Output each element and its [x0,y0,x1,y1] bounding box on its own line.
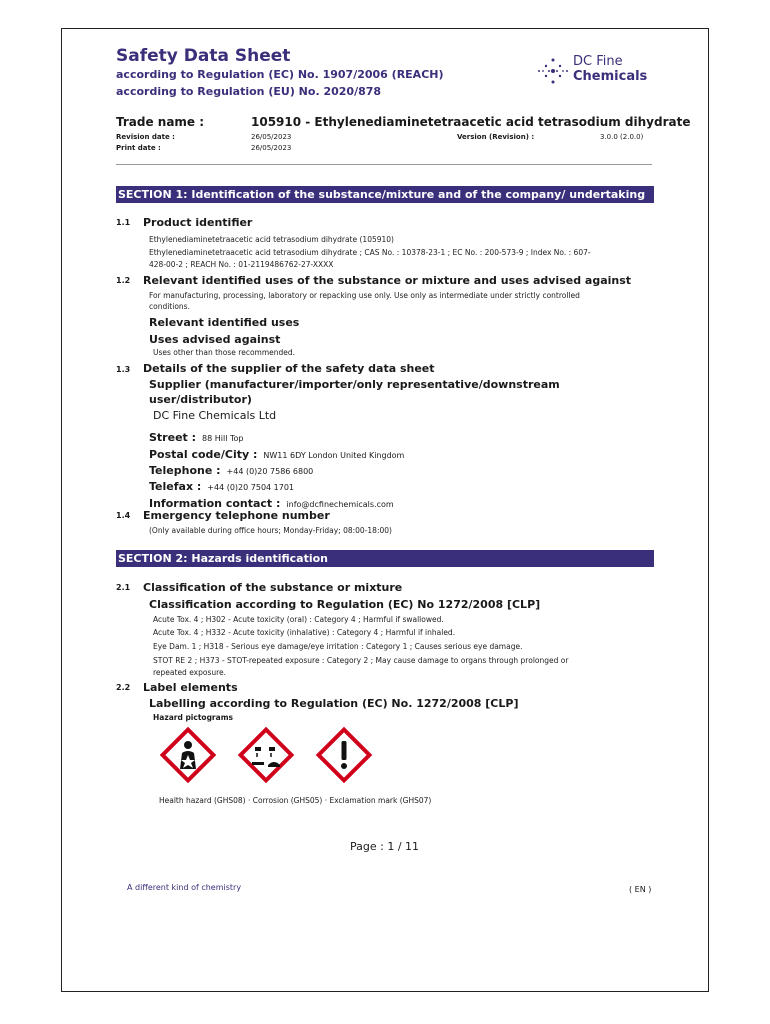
revision-date-label: Revision date : [116,133,175,141]
footer-tagline: A different kind of chemistry [127,883,242,892]
uses-line-1: For manufacturing, processing, laboratory or repacking use only. Use only as intermediate under strictly controlled [149,291,580,300]
trade-name-value: 105910 - Ethylenediaminetetraacetic acid tetrasodium dihydrate [251,115,691,129]
phone-value: +44 (0)20 7586 6800 [226,467,314,476]
product-id-line-3: 428-00-2 ; REACH No. : 01-2119486762-27-XXXX [149,260,334,269]
health-hazard-icon [158,725,218,785]
version-value: 3.0.0 (2.0.0) [600,133,644,141]
section-2-1-number: 2.1 [116,583,131,592]
section-1-1-number: 1.1 [116,218,131,227]
section-2-2-title: Label elements [143,681,238,694]
hazard-line: Acute Tox. 4 ; H302 - Acute toxicity (oral) : Category 4 ; Harmful if swallowed. [153,615,444,624]
section-1-4-title: Emergency telephone number [143,509,330,522]
supplier-heading-2: user/distributor) [149,393,252,406]
corrosion-icon [236,725,296,785]
version-label: Version (Revision) : [457,133,535,141]
section-1-4-number: 1.4 [116,511,131,520]
logo-text-1: DC Fine [573,54,623,69]
company-logo [536,54,646,90]
company-name: DC Fine Chemicals Ltd [153,409,277,422]
trade-name-label: Trade name : [116,115,205,129]
molecule-logo-icon [536,56,570,86]
language-code: ( EN ) [629,885,652,894]
section-1-3-title: Details of the supplier of the safety data sheet [143,362,435,375]
postal-value: NW11 6DY London United Kingdom [263,451,405,460]
product-id-line-1: Ethylenediaminetetraacetic acid tetrasodium dihydrate (105910) [149,235,394,244]
print-date-label: Print date : [116,144,161,152]
pictograms-caption: Health hazard (GHS08) · Corrosion (GHS05) · Exclamation mark (GHS07) [159,796,432,805]
supplier-heading-1: Supplier (manufacturer/importer/only representative/downstream [149,378,560,391]
uses-against-heading: Uses advised against [149,333,281,346]
classification-subheading: Classification according to Regulation (EC) No 1272/2008 [CLP] [149,598,541,611]
section-1-2-number: 1.2 [116,276,131,285]
hazard-line: Acute Tox. 4 ; H332 - Acute toxicity (inhalative) : Category 4 ; Harmful if inhaled. [153,628,456,637]
page-number: Page : 1 / 11 [350,840,420,853]
street-value: 88 Hill Top [202,434,244,443]
product-id-line-2: Ethylenediaminetetraacetic acid tetrasodium dihydrate ; CAS No. : 10378-23-1 ; EC No. : 200-573-9 ; Index No. : 607- [149,248,591,257]
print-date-value: 26/05/2023 [251,144,292,152]
logo-text-2: Chemicals [573,69,648,84]
regulation-line-2: according to Regulation (EU) No. 2020/878 [116,85,382,98]
section-1-3-number: 1.3 [116,365,131,374]
identified-uses-heading: Relevant identified uses [149,316,300,329]
labelling-subheading: Labelling according to Regulation (EC) No. 1272/2008 [CLP] [149,697,519,710]
fax-label: Telefax : [149,480,202,493]
revision-date-value: 26/05/2023 [251,133,292,141]
section-1-1-title: Product identifier [143,216,253,229]
exclamation-mark-icon [314,725,374,785]
uses-against-text: Uses other than those recommended. [153,348,296,357]
hazard-line: repeated exposure. [153,668,227,677]
section-2-2-number: 2.2 [116,683,131,692]
header-divider [116,164,652,165]
fax-value: +44 (0)20 7504 1701 [207,483,295,492]
contact-value[interactable]: info@dcfinechemicals.com [286,500,394,509]
section-1-header: SECTION 1: Identification of the substance/mixture and of the company/ undertaking [116,186,654,203]
regulation-line-1: according to Regulation (EC) No. 1907/2006 (REACH) [116,68,444,81]
contact-label: Information contact : [149,497,281,510]
street-label: Street : [149,431,197,444]
postal-label: Postal code/City : [149,448,258,461]
hazard-pictograms-label: Hazard pictograms [153,713,233,722]
section-2-header: SECTION 2: Hazards identification [116,550,654,567]
hazard-line: STOT RE 2 ; H373 - STOT-repeated exposure : Category 2 ; May cause damage to organs through prolonged or [153,656,569,665]
section-1-2-title: Relevant identified uses of the substance or mixture and uses advised against [143,274,632,287]
section-2-1-title: Classification of the substance or mixture [143,581,403,594]
document-title: Safety Data Sheet [116,46,291,66]
uses-line-2: conditions. [149,302,190,311]
emergency-hours: (Only available during office hours; Monday-Friday; 08:00-18:00) [149,526,392,535]
phone-label: Telephone : [149,464,221,477]
hazard-line: Eye Dam. 1 ; H318 - Serious eye damage/eye irritation : Category 1 ; Causes serious eye damage. [153,642,523,651]
